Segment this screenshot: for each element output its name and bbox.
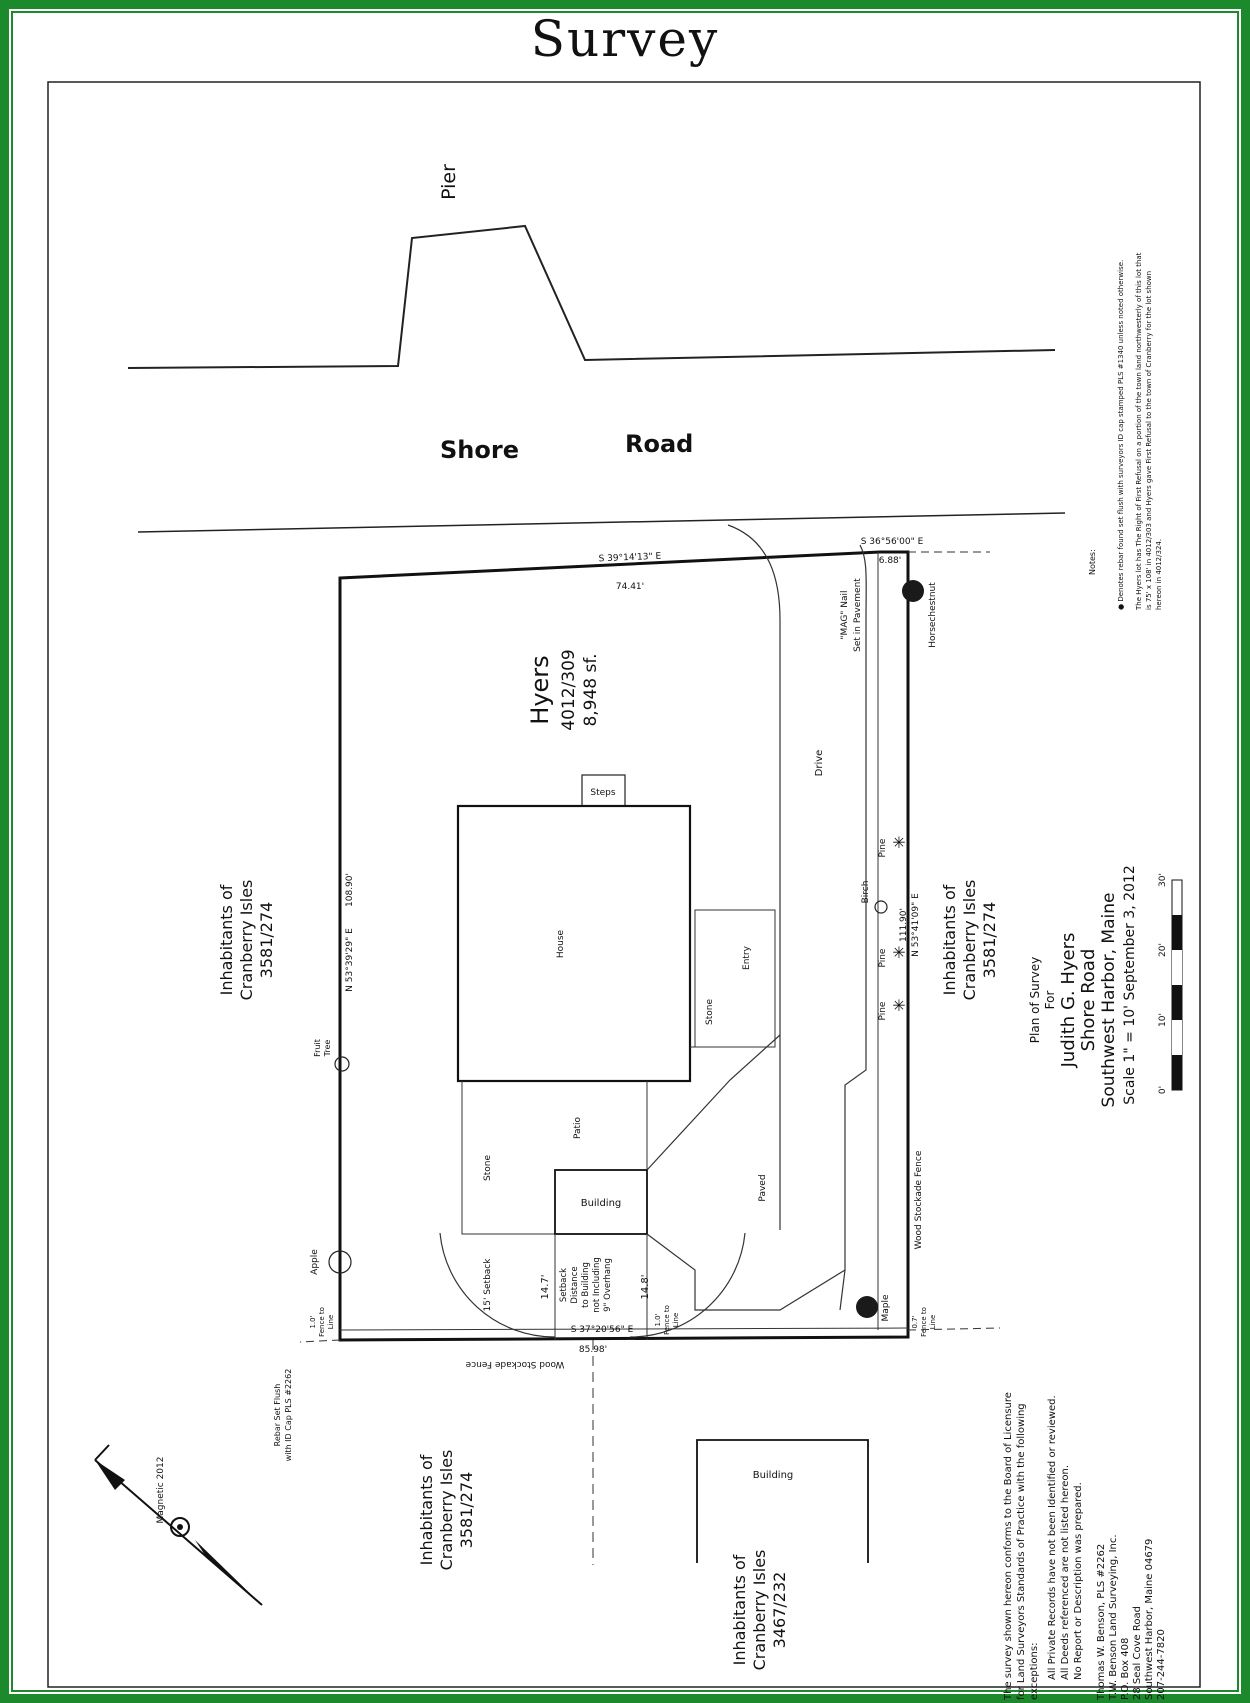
entry-label: Entry xyxy=(742,946,752,970)
abutter-line-text: Cranberry Isles xyxy=(237,879,256,1001)
horsechestnut-label: Horsechestnut xyxy=(928,582,938,648)
apple-label: Apple xyxy=(310,1249,320,1275)
distance-right: 111.90' xyxy=(899,908,909,942)
fence-to-line-left xyxy=(309,1307,335,1337)
plan-title-line: Shore Road xyxy=(1078,948,1099,1052)
bearing-top: S 39°14'13" E xyxy=(598,551,662,565)
plan-title-line: Southwest Harbor, Maine xyxy=(1099,892,1119,1108)
notes-block xyxy=(1088,252,1163,611)
paved-label: Paved xyxy=(758,1174,768,1202)
fence-note: Fence to xyxy=(920,1307,928,1337)
boundary-extension-left xyxy=(300,1340,340,1342)
abutter-line-text: Cranberry Isles xyxy=(960,879,979,1001)
setback-15-label: 15' Setback xyxy=(483,1258,493,1312)
bearing-bottom: S 37°20'56" E xyxy=(570,1325,634,1335)
fruit-tree-label-1: Fruit xyxy=(313,1039,322,1057)
patio-label: Patio xyxy=(573,1116,583,1140)
pine-tree-icon-2: ✳ xyxy=(892,943,906,962)
mag-nail-line1: "MAG" Nail xyxy=(840,590,850,640)
fence-note: Line xyxy=(327,1314,335,1330)
certification-line: All Deeds referenced are not listed hereon. xyxy=(1060,1464,1071,1680)
stone-patio-label: Stone xyxy=(483,1155,493,1181)
pine-label-2: Pine xyxy=(878,948,888,968)
certification-line: No Report or Description was prepared. xyxy=(1073,1482,1084,1680)
fence-note: Line xyxy=(929,1314,937,1330)
fence-note: Fence to xyxy=(318,1307,326,1337)
distance-top: 74.41' xyxy=(615,582,645,592)
wood-fence-bottom-label: Wood Stockade Fence xyxy=(465,1359,565,1369)
parcel-area: 8,948 sf. xyxy=(581,653,601,727)
surveyor-line: Southwest Harbor, Maine 04679 xyxy=(1144,1538,1155,1700)
small-building-label: Building xyxy=(580,1198,622,1209)
scale-tick-0: 0' xyxy=(1158,1085,1168,1095)
steps-label: Steps xyxy=(590,788,616,798)
bearing-right: N 53°41'09" E xyxy=(911,893,921,957)
maple-tree-icon xyxy=(856,1296,878,1318)
house-label: House xyxy=(556,929,566,959)
horsechestnut-tree-icon xyxy=(902,580,924,602)
paved-outline xyxy=(647,1035,845,1310)
fence-note: 1.0' xyxy=(309,1315,317,1329)
pine-label-3: Pine xyxy=(878,1001,888,1021)
pier-label: Pier xyxy=(438,164,460,200)
birch-label: Birch xyxy=(861,880,871,904)
surveyor-line: Thomas W. Benson, PLS #2262 xyxy=(1096,1543,1107,1700)
abutter-line-text: 3467/232 xyxy=(770,1571,789,1649)
distance-left: 108.90' xyxy=(345,873,355,907)
distance-top-right: 6.88' xyxy=(878,556,902,566)
note-line: ● Denotes rebar found set flush with surveyors ID cap stamped PLS #1340 unless noted otherwise. xyxy=(1117,259,1125,610)
drive-label: Drive xyxy=(814,749,825,777)
plan-title-line: Plan of Survey xyxy=(1028,956,1042,1044)
fence-note: Fence to xyxy=(663,1305,671,1335)
certification-line: The survey shown hereon conforms to the Board of Licensure xyxy=(1003,1392,1014,1700)
note-line: The Hyers lot has The Right of First Refusal on a portion of the town land northwesterly of this lot that xyxy=(1135,252,1143,610)
dim-14-7: 14.7' xyxy=(540,1274,551,1300)
surveyor-line: 207-244-7820 xyxy=(1156,1629,1167,1700)
fruit-tree-icon xyxy=(335,1057,349,1071)
plan-title-line: Judith G. Hyers xyxy=(1058,932,1079,1068)
property-boundary xyxy=(340,552,908,1340)
abutter-bottom-left xyxy=(417,1450,476,1571)
fence-to-line-mid xyxy=(654,1305,680,1335)
rebar-set-line2: with ID Cap PLS #2262 xyxy=(284,1368,293,1462)
surveyor-block xyxy=(1096,1534,1167,1701)
patio-outline xyxy=(462,1081,555,1234)
parcel-owner: Hyers xyxy=(526,655,554,725)
north-arrow-icon xyxy=(95,1445,262,1605)
setback-note-line: to Building xyxy=(581,1262,591,1308)
stone-walk-label: Stone xyxy=(705,999,715,1025)
pine-label-1: Pine xyxy=(878,838,888,858)
certification-block xyxy=(1003,1392,1084,1701)
bottom-building-outline xyxy=(697,1440,868,1563)
plan-title-line: Scale 1" = 10' September 3, 2012 xyxy=(1122,865,1138,1105)
magnetic-north-label: Magnetic 2012 xyxy=(156,1456,166,1524)
distance-bottom: 85.98' xyxy=(578,1345,608,1355)
road-label-road: Road xyxy=(625,430,694,458)
mag-nail-line2: Set in Pavement xyxy=(853,578,863,652)
notes-title: Notes: xyxy=(1088,549,1097,575)
fence-to-line-right xyxy=(911,1307,937,1337)
abutter-line-text: Cranberry Isles xyxy=(437,1449,456,1571)
drive-edge-left xyxy=(728,525,780,1230)
parcel-book-page: 4012/309 xyxy=(559,649,579,731)
setback-note-line: Setback xyxy=(559,1267,569,1303)
abutter-line-text: Cranberry Isles xyxy=(750,1549,769,1671)
plan-title-block xyxy=(1028,865,1138,1107)
pine-tree-icon-3: ✳ xyxy=(892,996,906,1015)
note-line: is 75' x 108' in 4012/303 and Hyers gave First Refusal to the town of Cranberry for the lot shown xyxy=(1145,270,1153,610)
abutter-line-text: 3581/274 xyxy=(980,901,999,979)
surveyor-line: 28 Seal Cove Road xyxy=(1132,1606,1143,1700)
drive-edge-right xyxy=(840,545,866,1310)
abutter-line-text: 3581/274 xyxy=(457,1471,476,1549)
wood-fence-right-label: Wood Stockade Fence xyxy=(914,1150,924,1250)
pier-outline xyxy=(128,226,1055,368)
setback-note-line: Distance xyxy=(570,1266,580,1304)
scale-tick-20: 20' xyxy=(1158,943,1168,957)
page-title: Survey xyxy=(530,10,720,68)
surveyor-line: T.W. Benson Land Surveying, Inc. xyxy=(1108,1534,1119,1700)
abutter-left xyxy=(217,880,276,1001)
abutter-bottom xyxy=(730,1550,789,1671)
rebar-set-line1: Rebar Set Flush xyxy=(273,1383,282,1447)
fence-note: Line xyxy=(672,1312,680,1328)
bottom-building-label: Building xyxy=(752,1470,794,1481)
bearing-top-right: S 36°56'00" E xyxy=(860,537,924,547)
house-outline xyxy=(458,806,690,1081)
road-label-shore: Shore xyxy=(440,436,519,464)
abutter-line-text: 3581/274 xyxy=(257,901,276,979)
setback-note-line: 9" Overhang xyxy=(603,1258,613,1312)
setback-note-line: not Including xyxy=(592,1257,602,1313)
scale-tick-30: 30' xyxy=(1158,873,1168,887)
dim-14-8: 14.8' xyxy=(640,1274,651,1300)
abutter-line-text: Inhabitants of xyxy=(940,884,959,996)
maple-label: Maple xyxy=(881,1294,891,1322)
abutter-line-text: Inhabitants of xyxy=(217,884,236,996)
entry-outline xyxy=(695,910,775,1047)
surveyor-line: P.O. Box 408 xyxy=(1120,1637,1131,1700)
abutter-line-text: Inhabitants of xyxy=(417,1454,436,1566)
abutter-line-text: Inhabitants of xyxy=(730,1554,749,1666)
fruit-tree-label-2: Tree xyxy=(323,1039,332,1057)
scale-bar xyxy=(1172,880,1182,1090)
birch-tree-icon xyxy=(875,901,887,913)
abutter-right xyxy=(940,880,999,1001)
road-edge xyxy=(138,513,1065,532)
pine-tree-icon-1: ✳ xyxy=(892,833,906,852)
certification-line: for Land Surveyors Standards of Practice with the following xyxy=(1016,1403,1027,1700)
bearing-left: N 53°39'29" E xyxy=(345,928,355,992)
fence-note: 0.7' xyxy=(911,1315,919,1329)
note-line: hereon in 4012/324. xyxy=(1155,538,1163,610)
certification-line: exceptions: xyxy=(1029,1642,1040,1700)
fence-note: 1.0' xyxy=(654,1313,662,1327)
plan-title-line: For xyxy=(1043,990,1057,1010)
certification-line: All Private Records have not been Identified or reviewed. xyxy=(1047,1395,1058,1680)
sheet-border xyxy=(48,82,1200,1687)
setback-note xyxy=(559,1257,613,1312)
scale-tick-10: 10' xyxy=(1158,1013,1168,1027)
